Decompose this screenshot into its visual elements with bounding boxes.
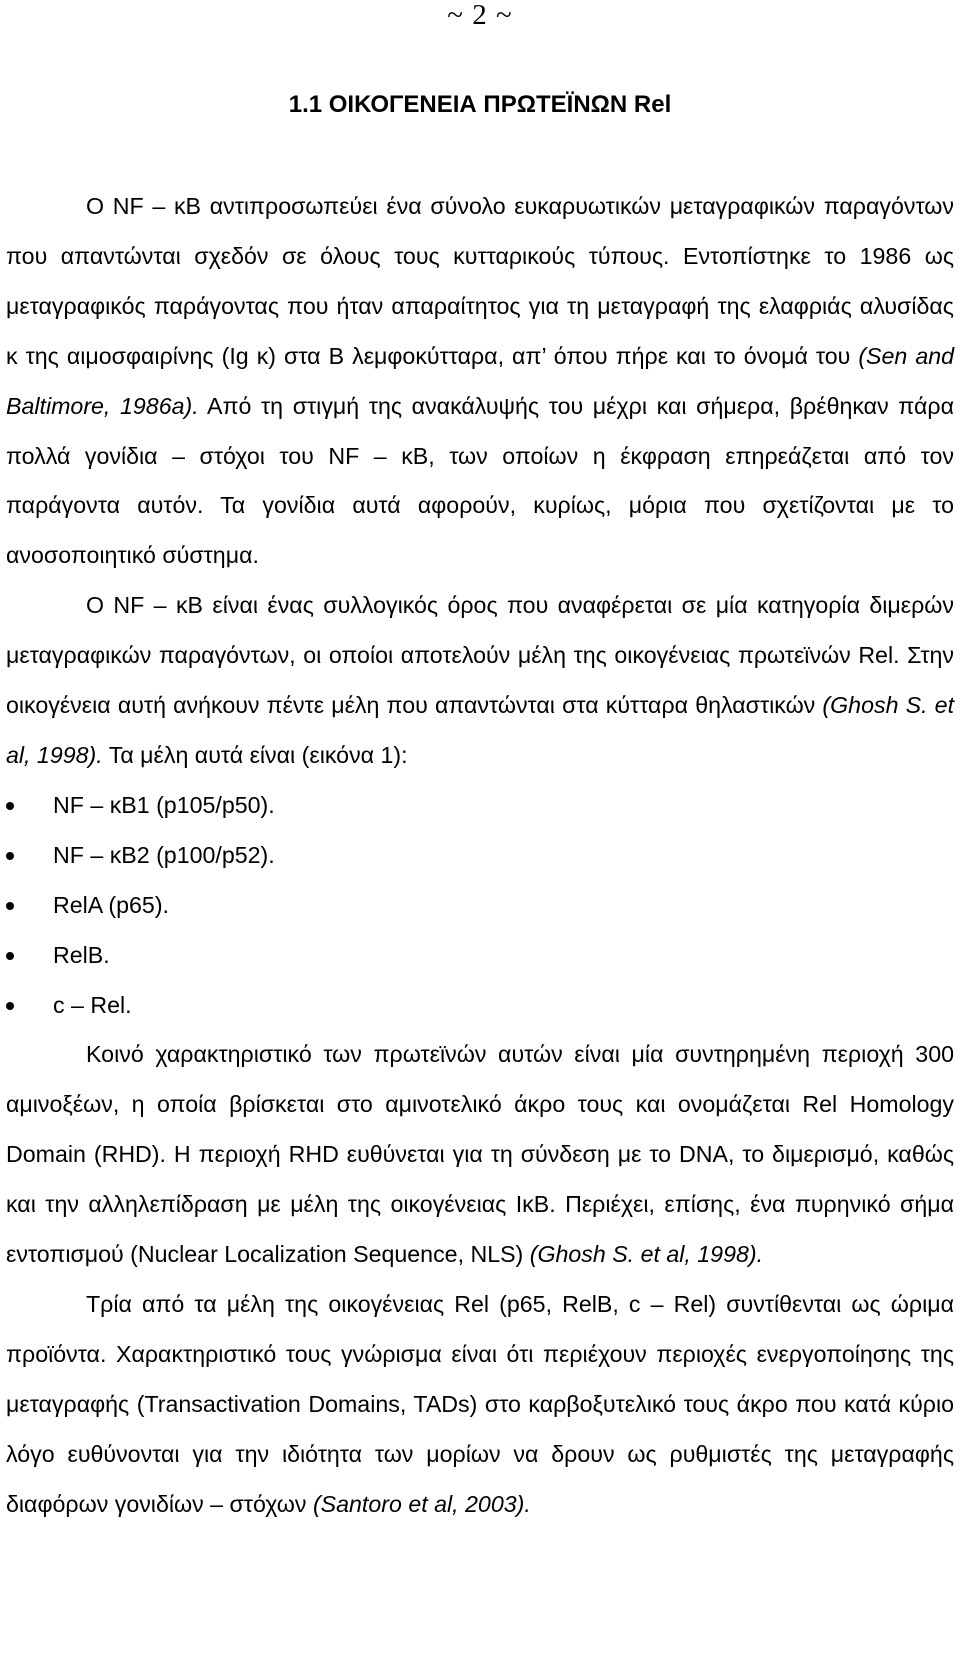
list-item [6, 931, 954, 981]
paragraph-1 [6, 182, 954, 581]
citation-ghosh-2: (Ghosh S. et al, 1998). [529, 1241, 764, 1268]
citation-ghosh-1: (Ghosh S. et al, 1998). [6, 692, 955, 768]
body-text [6, 182, 954, 1529]
list-item [6, 831, 954, 881]
paragraph-1-text-b: Από τη στιγμή της ανακάλυψής του μέχρι και σήμερα, βρέθηκαν πάρα πολλά γονίδια – στόχοι του NF – κB, των οποίων η έκφραση επηρεάζεται από τον παράγοντα αυτόν. Τα γονίδια αυτά αφορούν, κυρίως, μόρια που σχετίζονται με το ανοσοποιητικό σύστημα. [6, 392, 954, 569]
bullet-icon [6, 952, 14, 960]
paragraph-3-text-a: Κοινό χαρακτηριστικό των πρωτεϊνών αυτών είναι μία συντηρημένη περιοχή 300 αμινοξέων, η οποία βρίσκεται στο αμινοτελικό άκρο τους και ονομάζεται Rel Homology Domain (RHD). Η περιοχή RHD ευθύνεται για τη σύνδεση με το DNA, το διμερισμό, καθώς και την αλληλεπίδραση με μέλη της οικογένειας IκB. Περιέχει, επίσης, ένα πυρηνικό σήμα εντοπισμού (Nuclear Localization Sequence, NLS) [6, 1041, 954, 1268]
paragraph-2-text-b: Τα μέλη αυτά είναι (εικόνα 1): [102, 741, 408, 768]
citation-sen-baltimore: (Sen and Baltimore, 1986a). [6, 342, 955, 419]
page-number: ~ 2 ~ [447, 0, 513, 31]
list-item [6, 981, 954, 1031]
paragraph-3 [6, 1030, 954, 1280]
list-item-text: NF – κB2 (p100/p52). [53, 841, 275, 868]
bullet-icon [6, 902, 14, 910]
paragraph-4 [6, 1280, 954, 1530]
paragraph-2-text-a: Ο NF – κB είναι ένας συλλογικός όρος που αναφέρεται σε μία κατηγορία διμερών μεταγραφικών παραγόντων, οι οποίοι αποτελούν μέλη της οικογένειας πρωτεϊνών Rel. Στην οικογένεια αυτή ανήκουν πέντε μέλη που απαντώνται στα κύτταρα θηλαστικών [6, 592, 954, 719]
paragraph-1-text-a: Ο NF – κB αντιπροσωπεύει ένα σύνολο ευκαρυωτικών μεταγραφικών παραγόντων που απαντώνται σχεδόν σε όλους τους κυτταρικούς τύπους. Εντοπίστηκε το 1986 ως μεταγραφικός παράγοντας που ήταν απαραίτητος για τη μεταγραφή της ελαφριάς αλυσίδας κ της αιμοσφαιρίνης (Ig κ) στα Β λεμφοκύτταρα, απ’ όπου πήρε και το όνομά του [6, 193, 954, 369]
bullet-icon [6, 802, 14, 810]
list-item-text: NF – κB1 (p105/p50). [53, 791, 275, 818]
paragraph-2 [6, 581, 954, 781]
list-item [6, 781, 954, 831]
section-heading: 1.1 ΟΙΚΟΓΕΝΕΙΑ ΠΡΩΤΕΪΝΩΝ Rel [288, 91, 672, 118]
bullet-icon [6, 852, 14, 860]
protein-member-list [6, 781, 954, 1031]
bullet-icon [6, 1002, 14, 1010]
list-item-text: c – Rel. [53, 991, 132, 1018]
paragraph-4-text-a: Τρία από τα μέλη της οικογένειας Rel (p65, RelB, c – Rel) συντίθενται ως ώριμα προϊόντα. Χαρακτηριστικό τους γνώρισμα είναι ότι περιέχουν περιοχές ενεργοποίησης της μεταγραφής (Transactivation Domains, TADs) στο καρβοξυτελικό τους άκρο που κατά κύριο λόγο ευθύνονται για την ιδιότητα των μορίων να δρουν ως ρυθμιστές της μεταγραφής διαφόρων γονιδίων – στόχων [6, 1290, 954, 1517]
list-item-text: RelA (p65). [53, 891, 169, 918]
list-item [6, 881, 954, 931]
list-item-text: RelB. [53, 941, 110, 968]
citation-santoro: (Santoro et al, 2003). [312, 1490, 531, 1517]
